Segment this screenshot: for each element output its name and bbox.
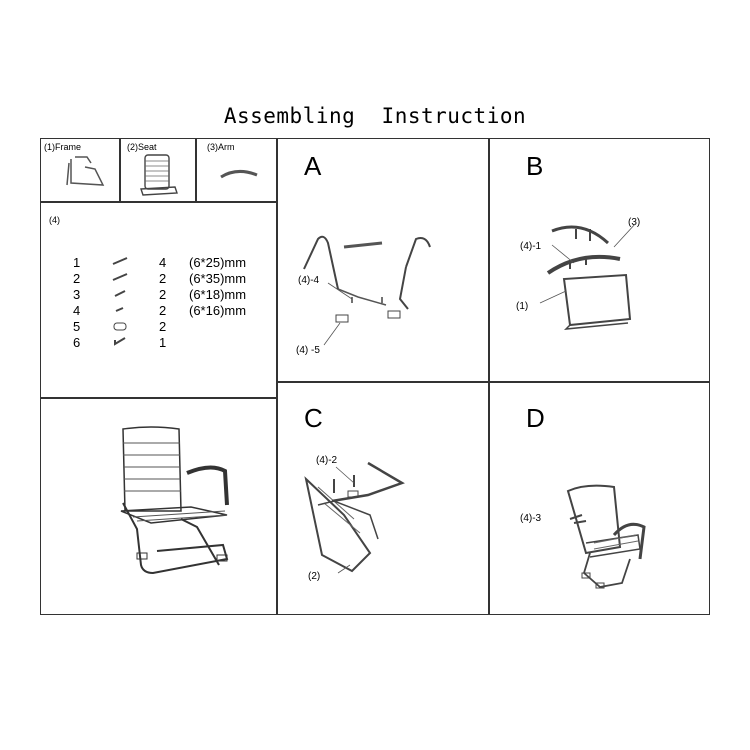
part-arm-label: (3)Arm — [207, 142, 235, 152]
hardware-item-icon — [113, 290, 129, 300]
hardware-item-qty: 2 — [159, 287, 167, 302]
step-c-illustration — [278, 383, 490, 616]
hardware-label: (4) — [49, 215, 60, 225]
page-title: Assembling Instruction — [223, 104, 527, 128]
hardware-item-size: (6*25)mm — [189, 255, 247, 270]
hardware-item-size: (6*35)mm — [189, 271, 247, 286]
hardware-item-number: 6 — [73, 335, 81, 350]
step-c-label-4-2: (4)-2 — [316, 455, 338, 466]
hardware-item-qty: 4 — [159, 255, 167, 270]
part-frame-cell — [40, 138, 120, 202]
step-b-panel — [489, 138, 710, 382]
hardware-item-number: 4 — [73, 303, 81, 318]
assembled-chair-panel — [40, 398, 277, 615]
step-b-label-4-1: (4)-1 — [520, 241, 542, 252]
step-a-illustration — [278, 139, 490, 383]
hardware-item-icon — [113, 258, 129, 268]
hardware-item-number: 3 — [73, 287, 81, 302]
hardware-item-icon — [113, 338, 129, 348]
arm-icon — [197, 139, 278, 203]
step-d-letter: D — [526, 403, 545, 433]
step-c-letter: C — [304, 403, 323, 433]
part-seat-cell — [120, 138, 196, 202]
hardware-item-qty: 1 — [159, 335, 167, 350]
step-b-illustration — [490, 139, 711, 383]
hardware-item-size: (6*16)mm — [189, 303, 247, 318]
hardware-item-number: 5 — [73, 319, 81, 334]
assembled-chair-illustration — [41, 399, 278, 616]
hardware-panel — [40, 202, 277, 398]
step-d-illustration — [490, 383, 711, 616]
hardware-item-size: (6*18)mm — [189, 287, 247, 302]
part-arm-cell — [196, 138, 277, 202]
step-b-label-1: (1) — [516, 301, 529, 312]
hardware-item-qty: 2 — [159, 271, 167, 286]
hardware-item-qty: 2 — [159, 303, 167, 318]
step-b-letter: B — [526, 151, 544, 181]
step-b-label-3: (3) — [628, 217, 641, 228]
step-d-panel — [489, 382, 710, 615]
frame-icon — [41, 139, 121, 203]
hardware-item-icon — [113, 306, 129, 316]
step-a-panel — [277, 138, 489, 382]
hardware-item-number: 2 — [73, 271, 81, 286]
step-a-letter: A — [304, 151, 322, 181]
hardware-item-icon — [113, 322, 129, 332]
part-frame-label: (1)Frame — [44, 142, 82, 152]
step-d-label-4-3: (4)-3 — [520, 513, 542, 524]
step-a-label-4-4: (4)-4 — [298, 275, 320, 286]
step-c-label-2: (2) — [308, 571, 321, 582]
seat-icon — [121, 139, 197, 203]
hardware-item-number: 1 — [73, 255, 81, 270]
step-a-label-4-5: (4) -5 — [296, 345, 320, 356]
step-c-panel — [277, 382, 489, 615]
part-seat-label: (2)Seat — [127, 142, 157, 152]
hardware-item-qty: 2 — [159, 319, 167, 334]
hardware-item-icon — [113, 274, 129, 284]
